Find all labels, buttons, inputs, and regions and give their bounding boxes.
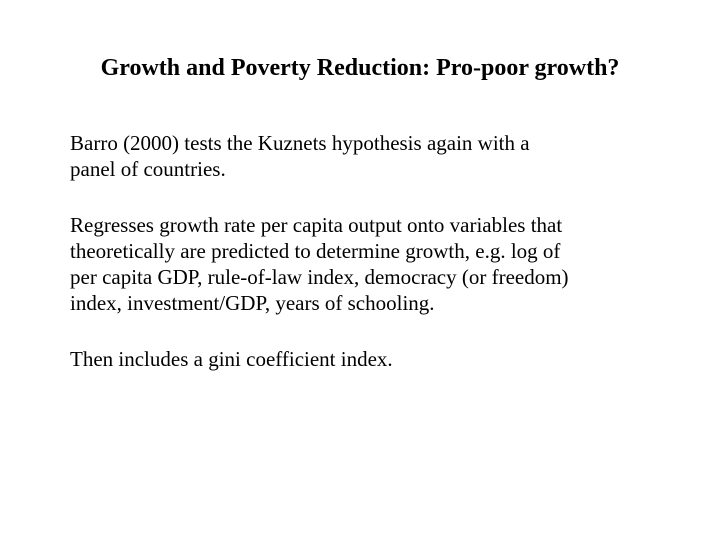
slide-title: Growth and Poverty Reduction: Pro-poor growth? — [100, 55, 620, 81]
paragraph-gini — [70, 346, 670, 372]
text-line: panel of countries. — [70, 157, 226, 181]
text-line: Regresses growth rate per capita output onto variables that — [70, 213, 563, 237]
paragraph-barro — [70, 130, 670, 182]
text-line: Then includes a gini coefficient index. — [70, 347, 393, 371]
text-line: index, investment/GDP, years of schooling. — [70, 291, 435, 315]
slide-body — [70, 130, 670, 402]
text-line: per capita GDP, rule-of-law index, democracy (or freedom) — [70, 265, 569, 289]
text-line: Barro (2000) tests the Kuznets hypothesis again with a — [70, 131, 530, 155]
paragraph-regression — [70, 212, 670, 316]
text-line: theoretically are predicted to determine growth, e.g. log of — [70, 239, 561, 263]
